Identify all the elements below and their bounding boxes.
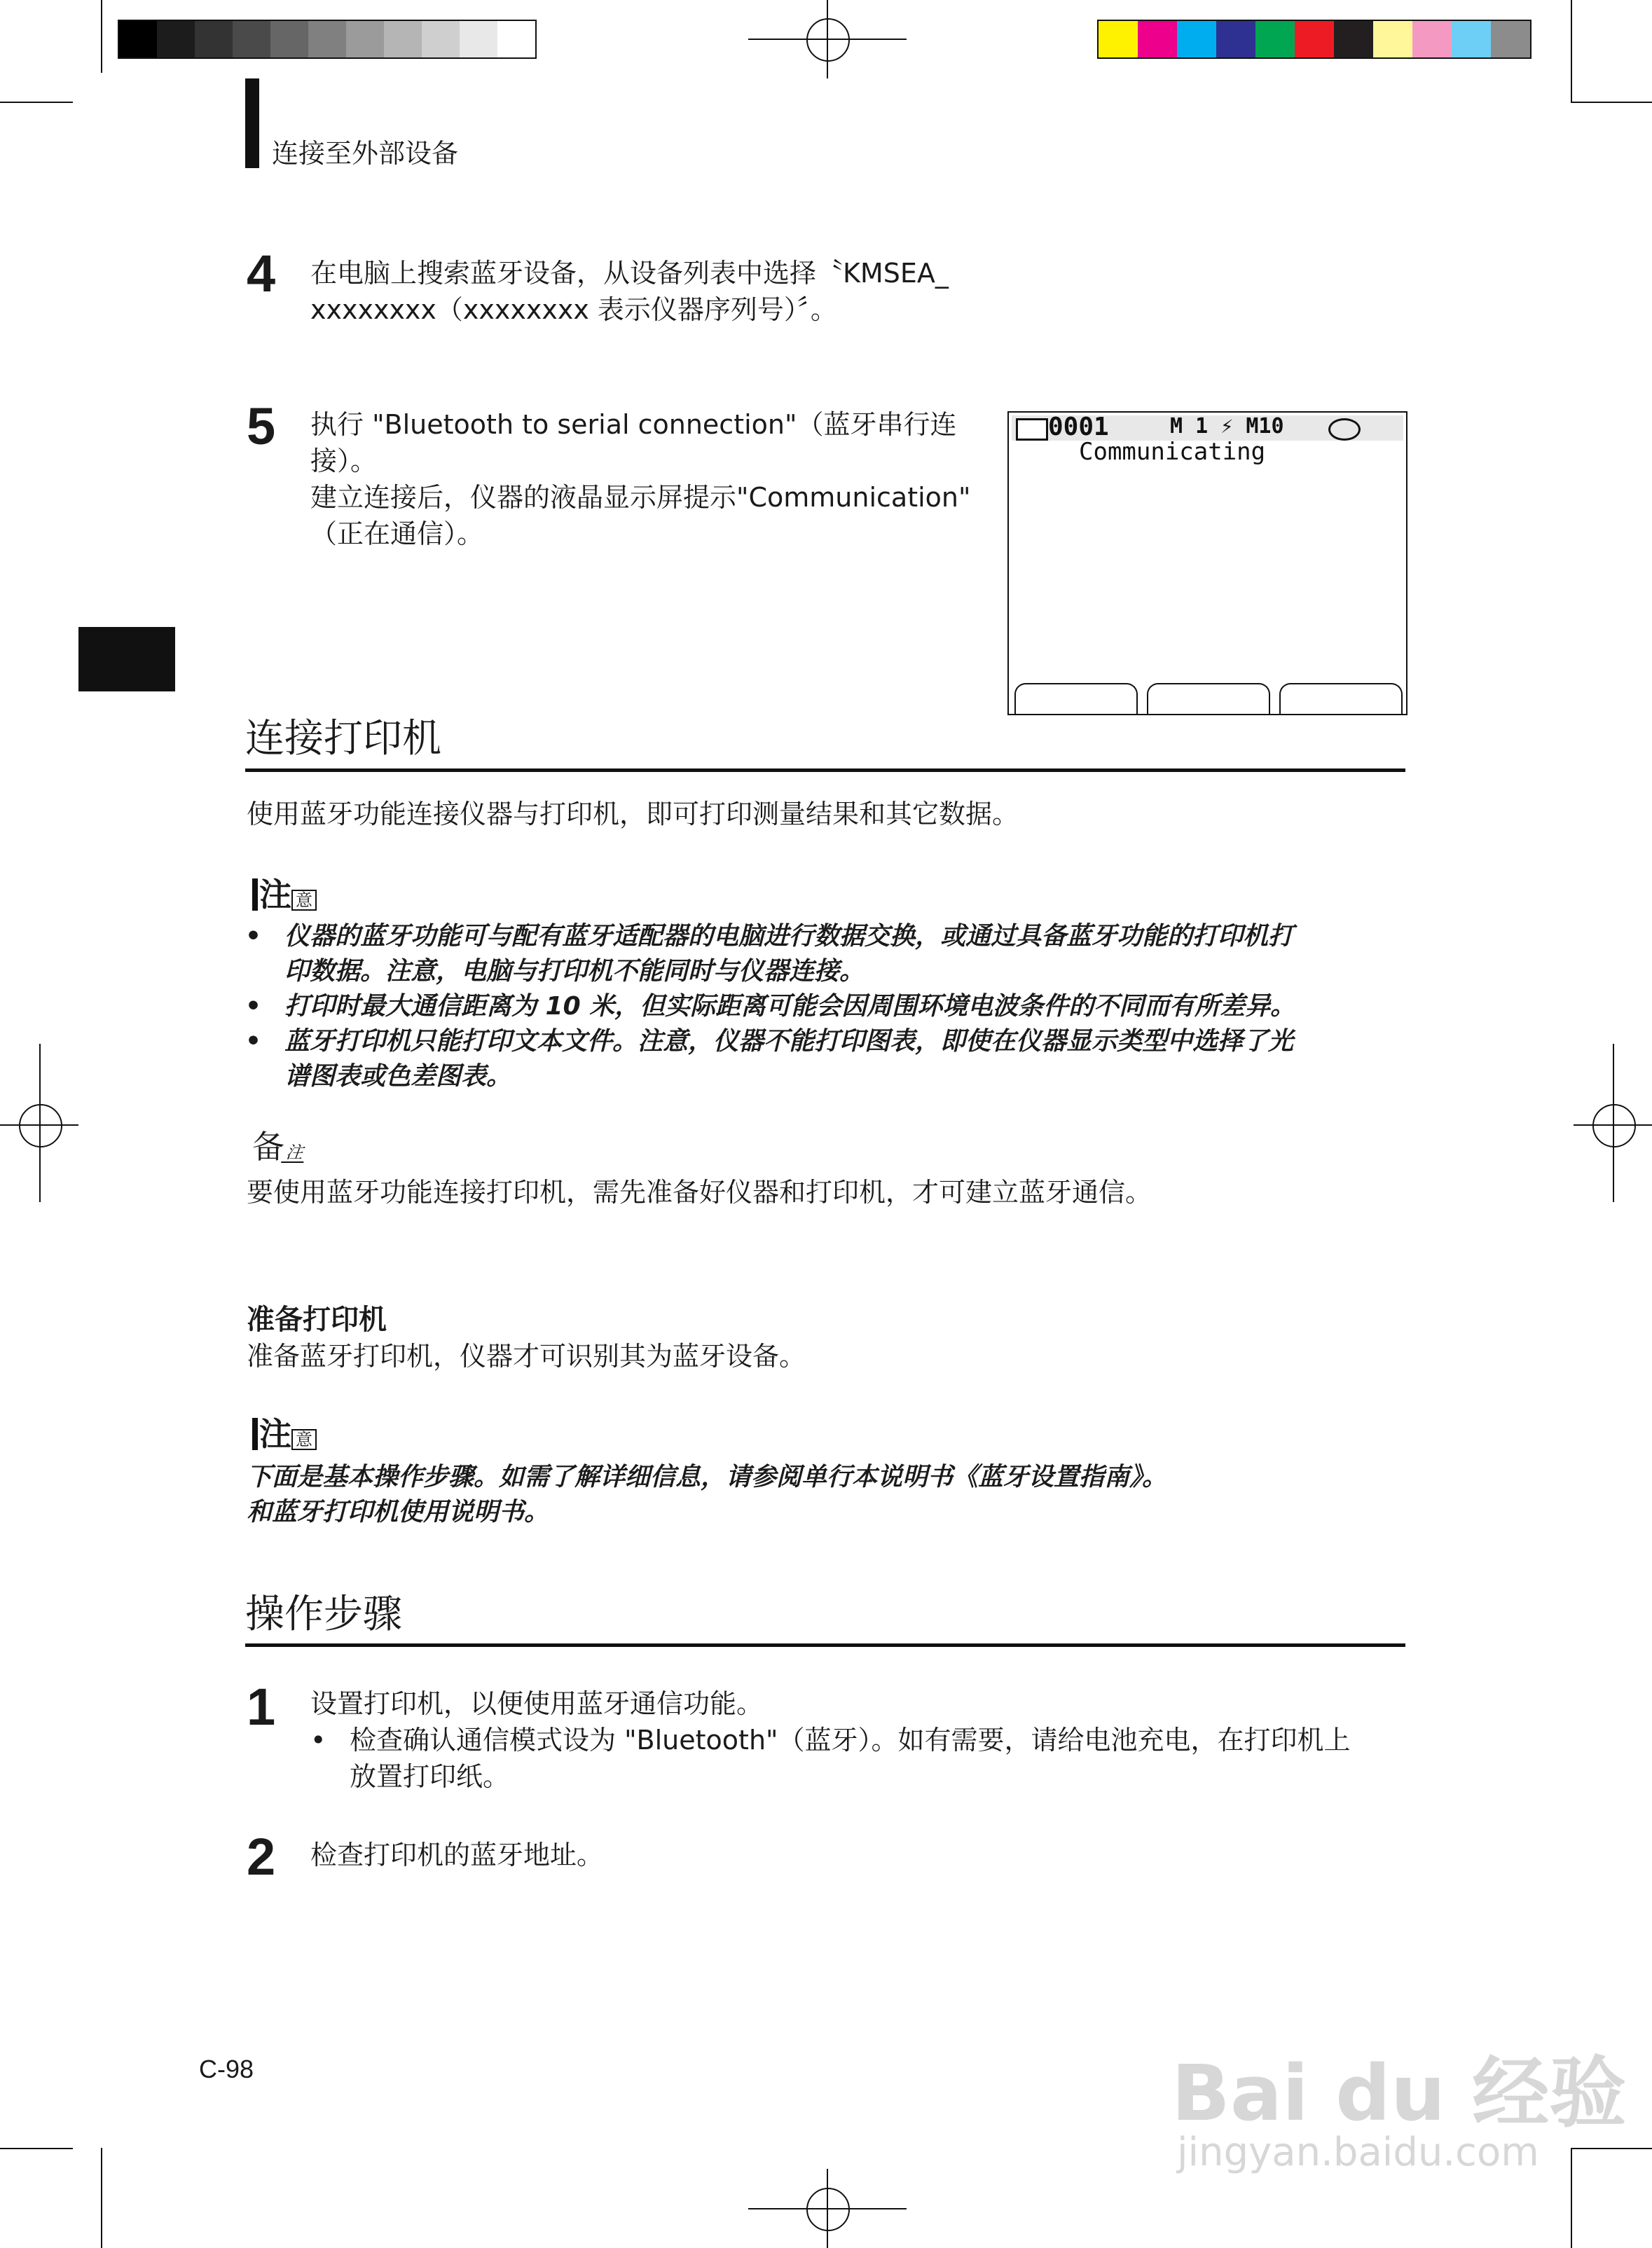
caution-text (247, 1460, 1167, 1530)
memo-text: 要使用蓝牙功能连接打印机，需先准备好仪器和打印机，才可建立蓝牙通信。 (247, 1177, 1152, 1208)
caution-icon (252, 878, 317, 911)
lcd-screen (1007, 411, 1407, 715)
lcd-message: Communicating (1079, 438, 1266, 466)
memo-icon (252, 1128, 308, 1166)
lcd-softkey-1 (1014, 683, 1138, 714)
color-swatch (1373, 21, 1412, 57)
color-swatch (1452, 21, 1491, 57)
step-text: 检查打印机的蓝牙地址。 (310, 1840, 604, 1870)
note-line: 和蓝牙打印机使用说明书。 (247, 1498, 550, 1526)
header-marker (245, 78, 259, 168)
color-swatch (195, 21, 233, 57)
color-swatch (422, 21, 460, 57)
caution-label: 注 (259, 876, 291, 913)
color-swatch (1177, 21, 1216, 57)
step-text-line: xxxxxxxx（xxxxxxxx 表示仪器序列号）〞。 (310, 294, 837, 325)
section-title: 操作步骤 (245, 1592, 402, 1637)
crop-mark (0, 102, 73, 103)
step-text-line: 在电脑上搜索蓝牙设备，从设备列表中选择〝KMSEA_ (310, 258, 949, 289)
crop-mark (101, 0, 102, 73)
color-swatch (119, 21, 157, 57)
caution-icon (252, 1415, 317, 1453)
grayscale-color-bar (118, 20, 537, 59)
subsection-title: 准备打印机 (247, 1304, 387, 1336)
color-swatch (346, 21, 384, 57)
step-number: 5 (247, 397, 276, 455)
color-swatch (1491, 21, 1530, 57)
note-line: 打印时最大通信距离为 10 米，但实际距离可能会因周围环境电波条件的不同而有所差异。 (284, 992, 1296, 1021)
step-text: 设置打印机，以便使用蓝牙通信功能。 (310, 1688, 764, 1719)
color-swatch (308, 21, 346, 57)
chapter-tab (78, 627, 175, 691)
crop-mark (1571, 2148, 1572, 2248)
color-swatch (233, 21, 270, 57)
note-line: 蓝牙打印机只能打印文本文件。注意，仪器不能打印图表，即使在仪器显示类型中选择了光 (284, 1027, 1294, 1056)
header-title: 连接至外部设备 (272, 138, 459, 169)
baidu-watermark-url: jingyan.baidu.com (1177, 2130, 1539, 2175)
step-number: 4 (247, 244, 276, 303)
caution-label: 注 (259, 1415, 291, 1453)
list-item (245, 1024, 1408, 1094)
list-item (245, 989, 1408, 1024)
baidu-watermark-logo: Bai du 经验 (1171, 2048, 1627, 2138)
step-number: 1 (247, 1678, 276, 1736)
color-swatch (1216, 21, 1255, 57)
color-swatch (384, 21, 422, 57)
section-rule (245, 768, 1405, 772)
lcd-sample-number: 0001 (1048, 413, 1109, 441)
memo-label: 备 (252, 1128, 284, 1166)
memo-label-small: 注 (281, 1143, 310, 1163)
section-title: 连接打印机 (245, 716, 441, 761)
color-swatch (1138, 21, 1177, 57)
page-number: C-98 (199, 2055, 254, 2083)
caution-list (245, 919, 1408, 1094)
caution-label-small: 意 (291, 890, 317, 911)
crop-mark (1571, 0, 1572, 102)
step-text-line: （正在通信）。 (310, 518, 484, 549)
list-item (310, 1722, 1410, 1795)
step-text-line: 执行 "Bluetooth to serial connection"（蓝牙串行连接）。 (310, 409, 957, 476)
step-text (310, 406, 997, 552)
crop-mark (1571, 2148, 1652, 2149)
sample-icon (1016, 418, 1048, 441)
registration-circle (806, 2188, 850, 2231)
crop-mark (1571, 102, 1652, 103)
color-swatch (1255, 21, 1295, 57)
step-text-line: 建立连接后，仪器的液晶显示屏提示"Communication" (310, 482, 971, 513)
registration-circle (19, 1104, 62, 1147)
subsection-text: 准备蓝牙打印机，仪器才可识别其为蓝牙设备。 (247, 1341, 806, 1372)
color-swatch (157, 21, 195, 57)
registration-circle (806, 18, 850, 62)
lcd-softkey-2 (1147, 683, 1270, 714)
caution-label-small: 意 (291, 1429, 317, 1450)
step-sub-list (310, 1722, 1410, 1795)
color-swatch (497, 21, 535, 57)
color-swatch (1099, 21, 1138, 57)
note-line: 下面是基本操作步骤。如需了解详细信息，请参阅单行本说明书《蓝牙设置指南》。 (247, 1463, 1168, 1491)
lcd-softkey-3 (1279, 683, 1403, 714)
step-text (310, 255, 1011, 328)
color-swatch (1295, 21, 1334, 57)
list-item (245, 919, 1408, 989)
note-line: 仪器的蓝牙功能可与配有蓝牙适配器的电脑进行数据交换，或通过具备蓝牙功能的打印机打 (284, 922, 1294, 951)
crop-mark (101, 2148, 102, 2248)
process-color-bar (1097, 20, 1531, 59)
section-rule (245, 1643, 1405, 1647)
registration-circle (1592, 1104, 1636, 1147)
color-swatch (1334, 21, 1373, 57)
step-number: 2 (247, 1828, 276, 1886)
sub-line: 检查确认通信模式设为 "Bluetooth"（蓝牙）。如有需要，请给电池充电，在打印机上 (350, 1725, 1351, 1756)
note-line: 印数据。注意，电脑与打印机不能同时与仪器连接。 (284, 957, 865, 986)
color-swatch (1412, 21, 1452, 57)
note-line: 谱图表或色差图表。 (284, 1062, 512, 1091)
section-intro: 使用蓝牙功能连接仪器与打印机，即可打印测量结果和其它数据。 (247, 799, 1019, 829)
crop-mark (0, 2148, 73, 2149)
color-swatch (270, 21, 308, 57)
lcd-status-icons: M 1 ⚡ M10 (1170, 414, 1284, 439)
color-swatch (460, 21, 497, 57)
record-icon (1328, 418, 1361, 441)
sub-line: 放置打印纸。 (350, 1761, 510, 1792)
